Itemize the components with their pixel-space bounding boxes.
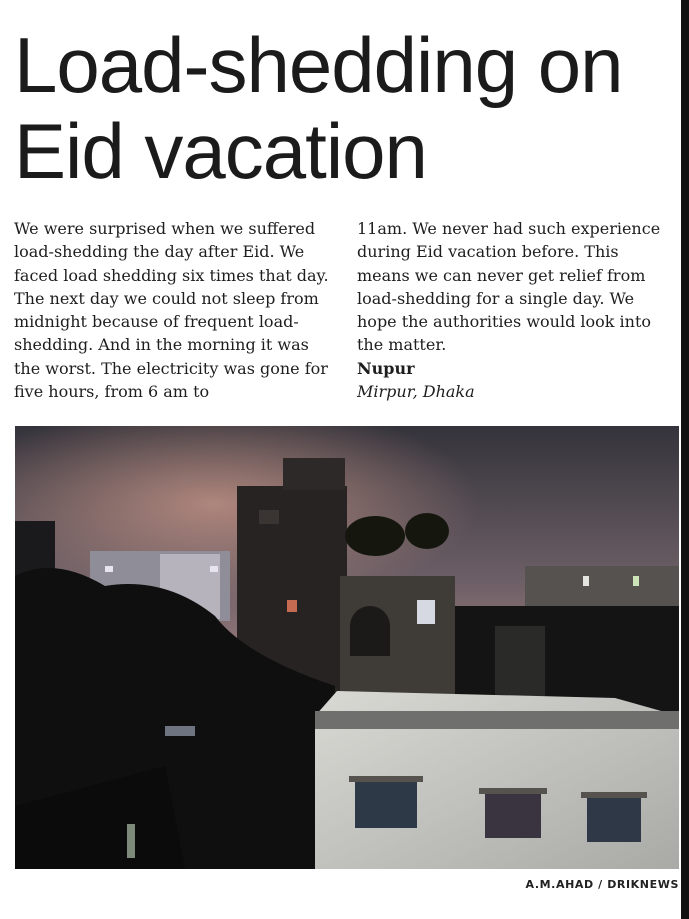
article-headline bbox=[14, 22, 674, 194]
photo-credit: A.M.AHAD / DRIKNEWS bbox=[525, 878, 679, 891]
headline-line-2: Eid vacation bbox=[14, 107, 427, 195]
body-column-right bbox=[357, 217, 675, 403]
author-location: Mirpur, Dhaka bbox=[357, 382, 475, 402]
body-column-left bbox=[14, 217, 338, 403]
page-edge-bar bbox=[681, 0, 689, 919]
body-text-right: 11am. We never had such experience during Eid vacation before. This means we can never get relief from load-shedding for a single day. We hope the authorities would look into the matter. bbox=[357, 219, 661, 355]
night-city-photo bbox=[15, 426, 679, 869]
headline-line-1: Load-shedding on bbox=[14, 21, 623, 109]
author-name: Nupur bbox=[357, 358, 415, 378]
body-text-left: We were surprised when we suffered load-shedding the day after Eid. We faced load shedding six times that day. The next day we could not sleep from midnight because of frequent load-shedding. And in the morning it was the worst. The electricity was gone for five hours, from 6 am to bbox=[14, 219, 329, 402]
